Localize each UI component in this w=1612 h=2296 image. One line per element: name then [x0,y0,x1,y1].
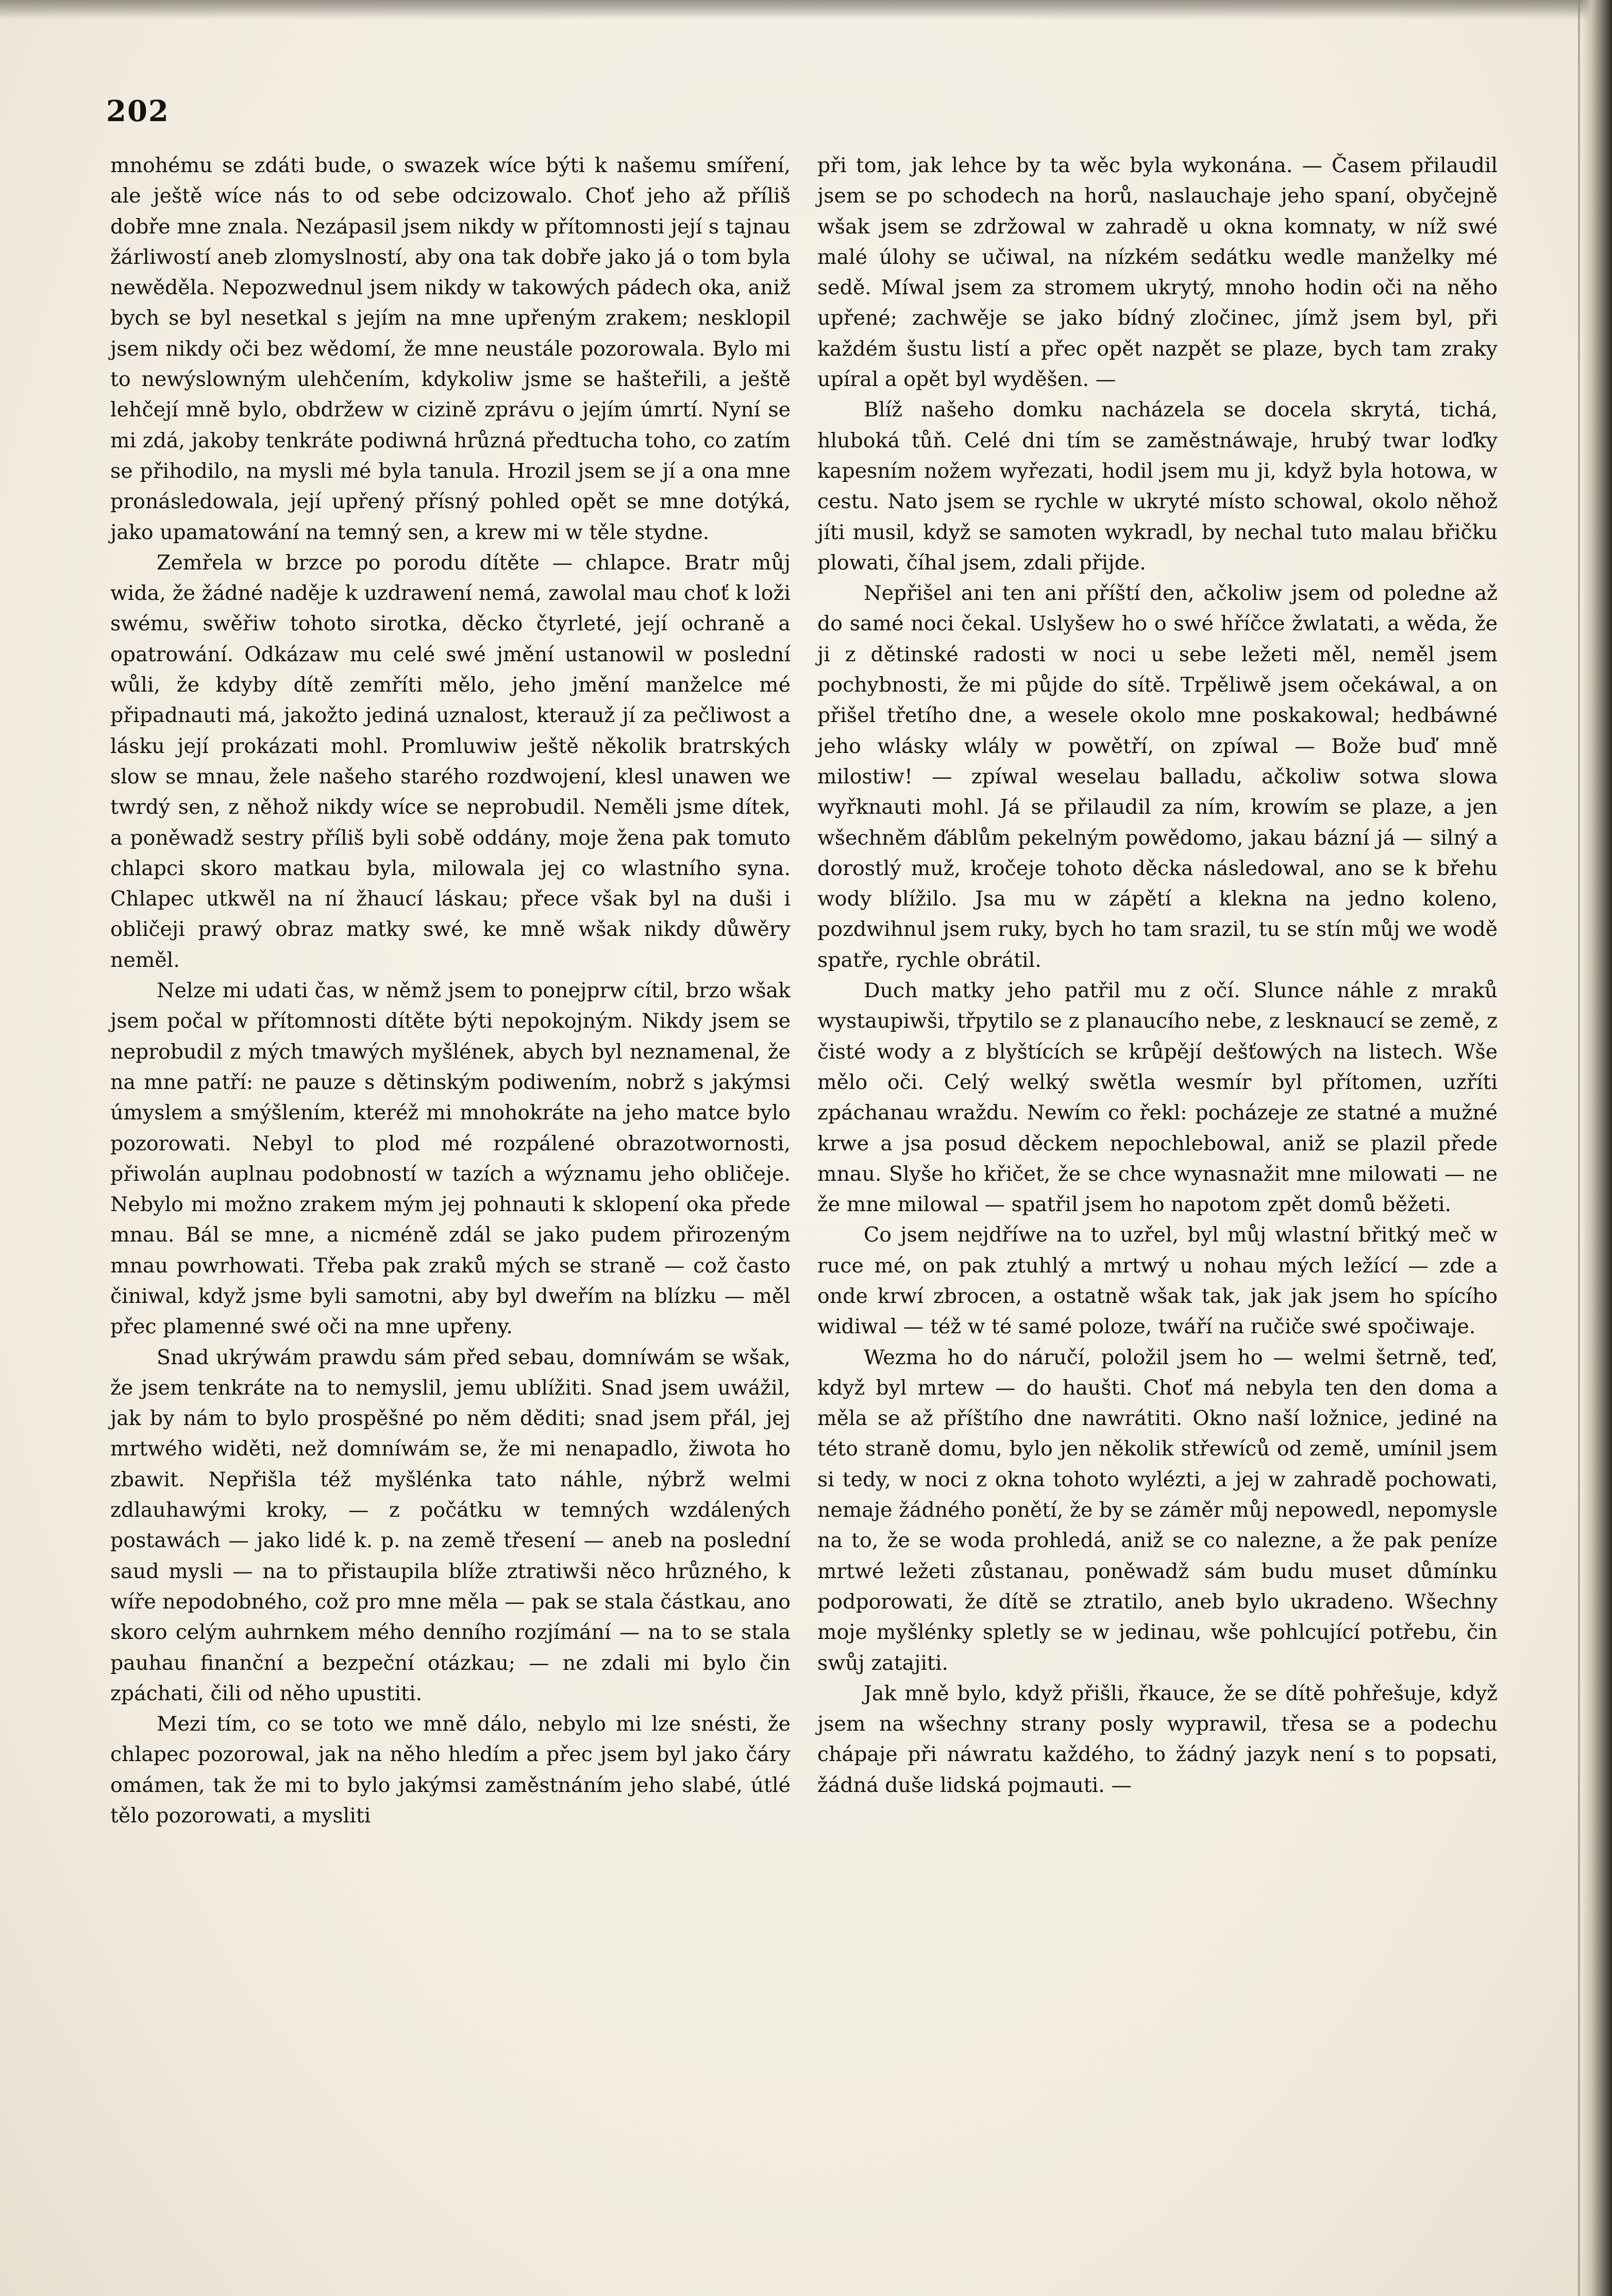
page-number: 202 [106,94,170,128]
paragraph: Mezi tím, co se toto we mně dálo, nebylo mi lze snésti, že chlapec pozorowal, jak na něho hledím a přec jsem byl jako čáry omámen, tak že mi to bylo jakýmsi zaměstnáním jeho slabé, útlé tělo pozorowati, a mysliti [110,1712,791,1828]
paragraph: Zemřela w brzce po porodu dítěte — chlapce. Bratr můj wida, že žádné naděje k uzdrawení nemá, zawolal mau choť k loži swému, swěřiw tohoto sirotka, děcko čtyrleté, její ochraně a opatrowání. Odkázaw mu celé swé jmění ustanowil w poslední wůli, že kdyby dítě zemříti mělo, jeho jmění manželce mé připadnauti má, jakožto jediná uznalost, kterauž jí za pečliwost a lásku její prokázati mohl. Promluwiw ještě několik bratrských slow se mnau, žele našeho starého rozdwojení, klesl unawen we twrdý sen, z něhož nikdy wíce se neprobudil. Neměli jsme dítek, a poněwadž sestry příliš byli sobě oddány, moje žena pak tomuto chlapci skoro matkau byla, milowala jej co wlastního syna. Chlapec utkwěl na ní žhaucí láskau; přece však byl na duši i obličeji prawý obraz matky swé, ke mně wšak nikdy důwěry neměl. [110,550,791,972]
page-top-edge-shadow [0,0,1612,20]
paragraph: Nepřišel ani ten ani příští den, ačkoliw jsem od poledne až do samé noci čekal. Uslyšew ho o swé hříčce žwlatati, a wěda, že ji z dětinské radosti w noci u sebe ležeti měl, neměl jsem pochybnosti, že mi půjde do sítě. Trpěliwě jsem očekáwal, a on přišel třetího dne, a wesele okolo mne poskakowal; hedbáwné jeho wlásky wlály w powětří, on zpíwal — Bože buď mně milostiw! — zpíwal weselau balladu, ačkoliw sotwa slowa wyřknauti mohl. Já se přilaudil za ním, krowím se plaze, a jen wšechněm ďáblům pekelným powědomo, jakau bázní já — silný a dorostlý muž, kročeje tohoto děcka následowal, ano se k břehu wody blížilo. Jsa mu w zápětí a klekna na jedno koleno, pozdwihnul jsem ruky, bych ho tam srazil, tu se stín můj we wodě spatře, rychle obrátil. [817,581,1498,972]
paragraph: Blíž našeho domku nacházela se docela skrytá, tichá, hluboká tůň. Celé dni tím se zaměstnáwaje, hrubý twar loďky kapesním nožem wyřezati, hodil jsem mu ji, když byla hotowa, w cestu. Nato jsem se rychle w ukryté místo schowal, okolo něhož jíti musil, když se samoten wykradl, by nechal tuto malau břičku plowati, číhal jsem, zdali přijde. [817,398,1498,575]
right-text-column [817,150,1498,1801]
left-text-column [110,150,791,1831]
binding-fold-line [1578,0,1580,2296]
book-binding-shadow [1581,0,1612,2296]
paragraph: Jak mně bylo, když přišli, řkauce, že se dítě pohřešuje, když jsem na wšechny strany posly wyprawil, třesa se a podechu chápaje při náwratu každého, to žádný jazyk není s to popsati, žádná duše lidská pojmauti. — [817,1681,1498,1797]
paragraph: Wezma ho do náručí, položil jsem ho — welmi šetrně, teď, když byl mrtew — do haušti. Choť má nebyla ten den doma a měla se až příštího dne nawrátiti. Okno naší ložnice, jediné na této straně domu, bylo jen několik střewíců od země, umínil jsem si tedy, w noci z okna tohoto wylézti, a jej w zahradě pochowati, nemaje žádného ponětí, že by se záměr můj nepowedl, nepomysle na to, že se woda prohledá, aniž se co nalezne, a že pak peníze mrtwé ležeti zůstanau, poněwadž sám budu muset důmínku podporowati, že dítě se ztratilo, aneb bylo ukradeno. Wšechny moje myšlénky spletly se w jedinau, wše pohlcující potřebu, čin swůj zatajiti. [817,1345,1498,1675]
paragraph: Co jsem nejdříwe na to uzřel, byl můj wlastní břitký meč w ruce mé, on pak ztuhlý a mrtwý u nohau mých ležící — zde a onde krwí zbrocen, a ostatně wšak tak, jak jak jsem ho spícího widiwal — též w té samé poloze, twáří na ručiče swé spočiwaje. [817,1223,1498,1339]
paragraph: Duch matky jeho patřil mu z očí. Slunce náhle z mraků wystaupiwši, třpytilo se z planaucího nebe, z lesknaucí se země, z čisté wody a z blyštících se krůpějí dešťowých na listech. Wše mělo oči. Celý welký swětla wesmír byl přítomen, uzříti zpáchanau wraždu. Newím co řekl: pocházeje ze statné a mužné krwe a jsa posud děckem nepochlebowal, aniž se plazil přede mnau. Slyše ho křičet, že se chce wynasnažit mne milowati — ne že mne milowal — spatřil jsem ho napotom zpět domů běžeti. [817,979,1498,1217]
paragraph: mnohému se zdáti bude, o swazek wíce býti k našemu smíření, ale ještě wíce nás to od sebe odcizowalo. Choť jeho až příliš dobře mne znala. Nezápasil jsem nikdy w přítomnosti její s tajnau žárliwostí aneb zlomyslností, aby ona tak dobře jako já o tom byla newěděla. Nepozwednul jsem nikdy w takowých pádech oka, aniž bych se byl nesetkal s jejím na mne upřeným zrakem; nesklopil jsem nikdy oči bez wědomí, že mne neustále pozorowala. Bylo mi to newýslowným ulehčením, kdykoliw jsme se hašteřili, a ještě lehčejí mně bylo, obdržew w cizině zprávu o jejím úmrtí. Nyní se mi zdá, jakoby tenkráte podiwná hrůzná předtucha toho, co zatím se přihodilo, na mysli mé byla tanula. Hrozil jsem se jí a ona mne pronásledowala, její upřený přísný pohled opět se mne dotýká, jako upamatowání na temný sen, a krew mi w těle stydne. [110,154,791,544]
paragraph: Nelze mi udati čas, w němž jsem to ponejprw cítil, brzo wšak jsem počal w přítomnosti dítěte býti nepokojným. Nikdy jsem se neprobudil z mých tmawých myšlének, abych byl neznamenal, že na mne patří: ne pauze s dětinským podiwením, nobrž s jakýmsi úmyslem a smýšlením, kteréž mi mnohokráte na jeho matce bylo pozorowati. Nebyl to plod mé rozpálené obrazotwornosti, přiwolán auplnau podobností w tazích a wýznamu jeho obličeje. Nebylo mi možno zrakem mým jej pohnauti k sklopení oka přede mnau. Bál se mne, a nicméně zdál se jako pudem přirozeným mnau powrhowati. Třeba pak zraků mých se straně — což často činiwal, když jsme byli samotni, aby byl dweřím na blízku — měl přec plamenné swé oči na mne upřeny. [110,979,791,1339]
paragraph: při tom, jak lehce by ta wěc byla wykonána. — Časem přilaudil jsem se po schodech na horů, naslauchaje jeho spaní, obyčejně wšak jsem se zdržowal w zahradě u okna komnaty, w níž swé malé úlohy se učiwal, na nízkém sedátku wedle manželky mé sedě. Míwal jsem za stromem ukrytý, mnoho hodin oči na něho upřené; zachwěje se jako bídný zločinec, jímž jsem byl, při každém šustu listí a přec opět nazpět se plaze, bych tam zraky upíral a opět byl wyděšen. — [817,154,1498,392]
paragraph: Snad ukrýwám prawdu sám před sebau, domníwám se wšak, že jsem tenkráte na to nemyslil, jemu ublížiti. Snad jsem uwážil, jak by nám to bylo prospěšné po něm děditi; snad jsem přál, jej mrtwého widěti, než domníwám se, že mi nenapadlo, žiwota ho zbawit. Nepřišla též myšlénka tato náhle, nýbrž welmi zdlauhawými kroky, — z počátku w temných wzdálených postawách — jako lidé k. p. na země třesení — aneb na poslední saud mysli — na to přistaupila blíže ztratiwši něco hrůzného, k wíře nepodobného, což pro mne měla — pak se stala částkau, ano skoro celým auhrnkem mého denního rozjímání — na to se stala pauhau finanční a bezpeční otázkau; — ne zdali mi bylo čin zpáchati, čili od něho upustiti. [110,1345,791,1705]
